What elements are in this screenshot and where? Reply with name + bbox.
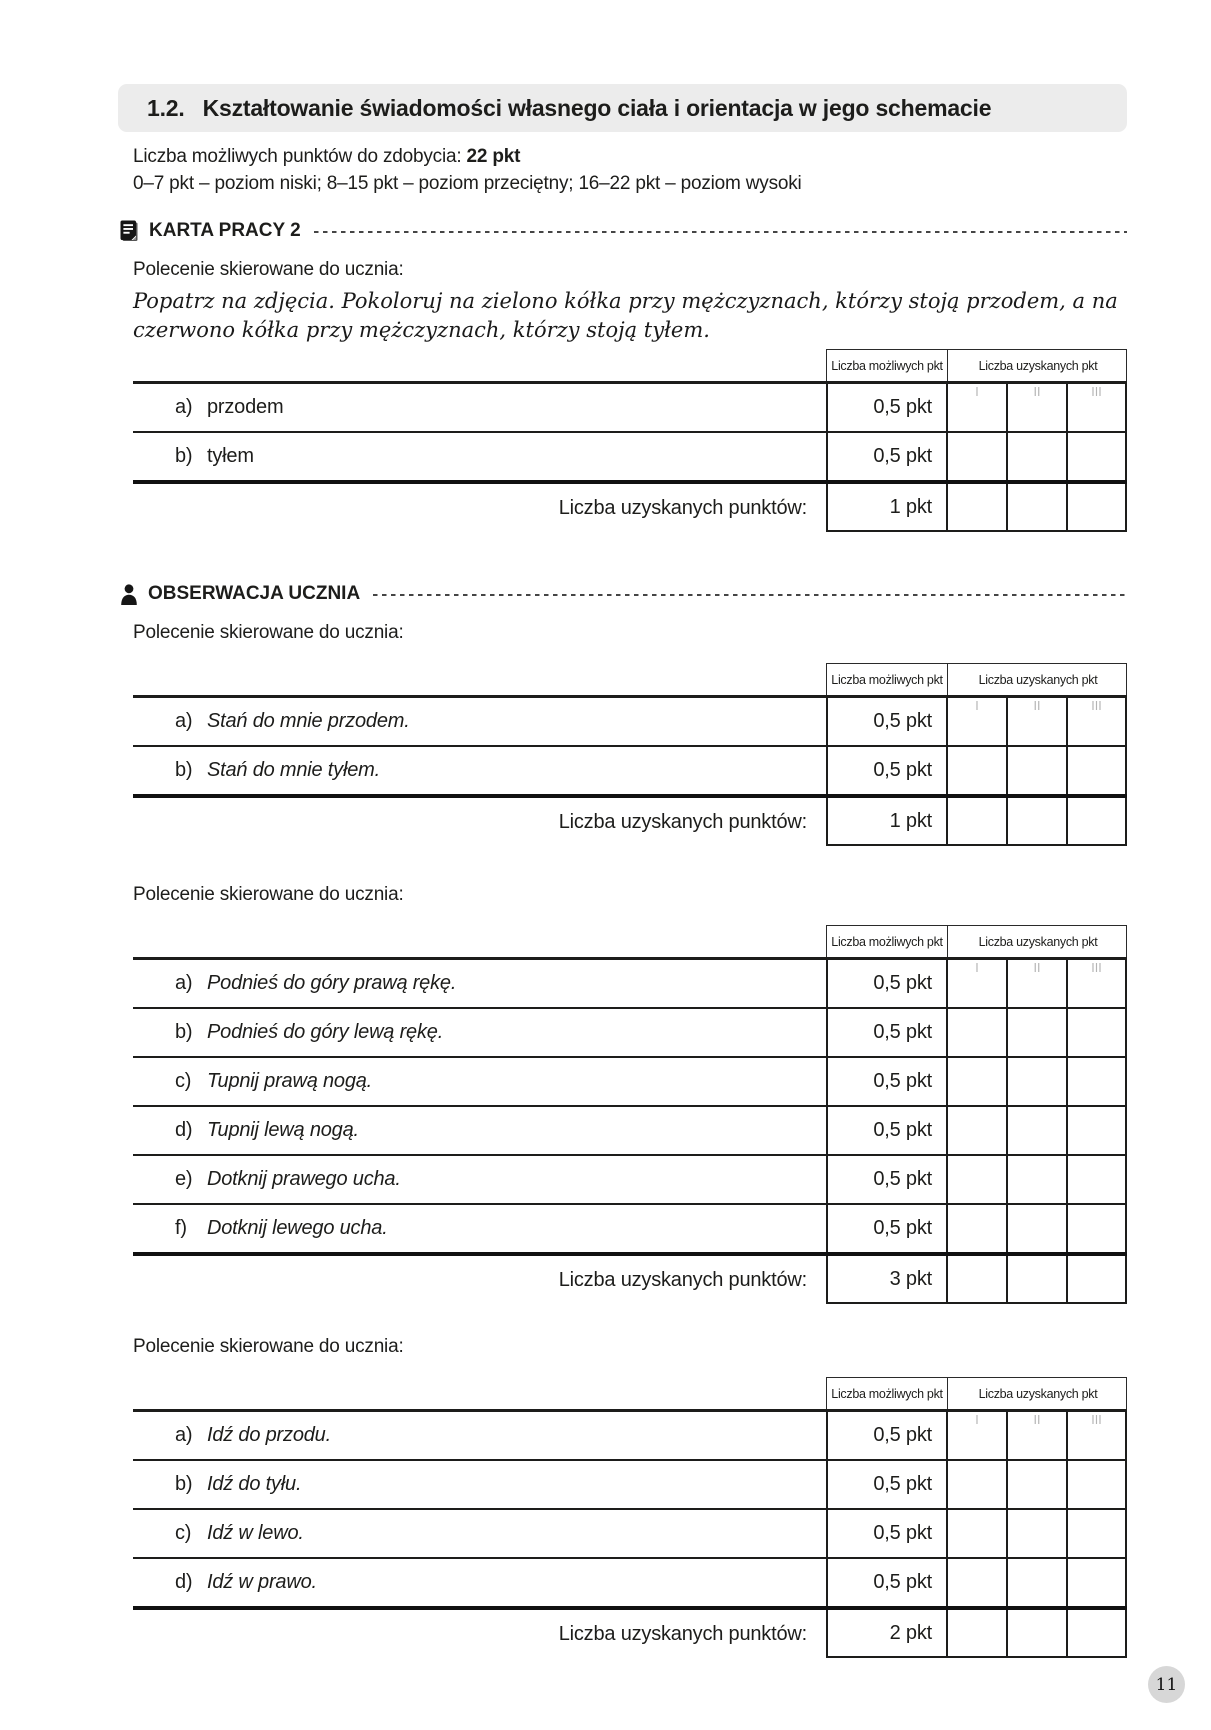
attempt-marker: I [975, 961, 979, 975]
total-label: Liczba uzyskanych punktów: [558, 1622, 807, 1645]
worksheet-instruction: Popatrz na zdjęcia. Pokoloruj na zielono kółka przy mężczyznach, którzy stoją przodem, a na czerwono kółka przy mężczyznach, którzy stoją tyłem. [133, 289, 1118, 342]
possible-pts-header: Liczba możliwych pkt [831, 358, 943, 373]
page-title: Kształtowanie świadomości własnego ciała i orientacja w jego schemacie [202, 94, 992, 121]
attempt-cell-3 [1066, 1205, 1127, 1252]
attempt-cell-1 [946, 1610, 1006, 1658]
table-header-box [826, 1377, 1127, 1409]
attempt-cell-2 [1006, 747, 1066, 794]
attempt-cell-1 [946, 384, 1006, 431]
possible-points-value: 22 pkt [466, 146, 521, 167]
attempt-cell-3 [1066, 384, 1127, 431]
item-letter: b) [175, 1021, 193, 1043]
table-header-row [133, 1377, 1127, 1409]
item-letter: c) [175, 1070, 192, 1092]
attempt-marker: III [1091, 699, 1102, 713]
total-label: Liczba uzyskanych punktów: [558, 1268, 807, 1291]
attempt-cell-2 [1006, 698, 1066, 745]
item-text: Dotknij lewego ucha. [207, 1217, 388, 1239]
item-letter: a) [175, 396, 193, 418]
item-text: Idź do tyłu. [207, 1473, 302, 1495]
person-icon [120, 584, 138, 605]
item-text: Idź w lewo. [207, 1522, 304, 1544]
attempt-cell-2 [1006, 384, 1066, 431]
possible-points-label: Liczba możliwych punktów do zdobycia: [133, 146, 462, 167]
attempt-cell-3 [1066, 1461, 1127, 1508]
table-row [133, 431, 1127, 480]
total-points-cell: 1 pkt [826, 484, 946, 532]
attempt-marker: I [975, 1413, 979, 1427]
item-text: Podnieś do góry prawą rękę. [207, 972, 457, 994]
attempt-cell-3 [1066, 747, 1127, 794]
possible-points-cell: 0,5 pkt [826, 384, 946, 431]
attempt-cell-2 [1006, 1009, 1066, 1056]
attempt-marker: II [1033, 699, 1041, 713]
page-number-badge: 11 [1148, 1666, 1185, 1703]
item-letter: e) [175, 1168, 193, 1190]
section-heading-label: OBSERWACJA UCZNIA [148, 583, 361, 604]
attempt-cell-2 [1006, 1256, 1066, 1304]
table-total-row [133, 1606, 1127, 1658]
score-table-2 [133, 663, 1127, 846]
attempt-cell-1 [946, 1058, 1006, 1105]
table-row [133, 1056, 1127, 1105]
attempt-cell-1 [946, 1256, 1006, 1304]
possible-points-cell: 0,5 pkt [826, 1009, 946, 1056]
attempt-cell-2 [1006, 1058, 1066, 1105]
attempt-cell-3 [1066, 698, 1127, 745]
attempt-cell-1 [946, 1510, 1006, 1557]
table-row [133, 1007, 1127, 1056]
score-table-3 [133, 925, 1127, 1304]
table-total-row [133, 1252, 1127, 1304]
table-header-row [133, 349, 1127, 381]
table-total-row [133, 794, 1127, 846]
attempt-cell-3 [1066, 1510, 1127, 1557]
item-text: Stań do mnie przodem. [207, 710, 410, 732]
attempt-cell-2 [1006, 1107, 1066, 1154]
attempt-cell-2 [1006, 1461, 1066, 1508]
section-number: 1.2. [147, 94, 185, 121]
attempt-cell-3 [1066, 1156, 1127, 1203]
attempt-cell-1 [946, 1107, 1006, 1154]
attempt-cell-1 [946, 747, 1006, 794]
total-label: Liczba uzyskanych punktów: [558, 810, 807, 833]
obtained-pts-header: Liczba uzyskanych pkt [947, 350, 1128, 381]
item-letter: b) [175, 445, 193, 467]
item-text: Dotknij prawego ucha. [207, 1168, 401, 1190]
attempt-cell-1 [946, 1461, 1006, 1508]
possible-points-cell: 0,5 pkt [826, 1461, 946, 1508]
attempt-cell-2 [1006, 1156, 1066, 1203]
item-text: Tupnij lewą nogą. [207, 1119, 359, 1141]
attempt-cell-3 [1066, 798, 1127, 846]
total-points-cell: 3 pkt [826, 1256, 946, 1304]
table-header-box [826, 925, 1127, 957]
item-text: Idź w prawo. [207, 1571, 317, 1593]
possible-points-line [133, 144, 1127, 170]
dotted-rule [373, 594, 1127, 596]
possible-points-cell: 0,5 pkt [826, 698, 946, 745]
item-letter: c) [175, 1522, 192, 1544]
attempt-cell-2 [1006, 484, 1066, 532]
item-letter: f) [175, 1217, 187, 1239]
item-letter: b) [175, 1473, 193, 1495]
table-header-box [826, 349, 1127, 381]
levels-line: 0–7 pkt – poziom niski; 8–15 pkt – poziom przeciętny; 16–22 pkt – poziom wysoki [133, 173, 802, 194]
section-heading-label: KARTA PRACY 2 [149, 220, 301, 241]
attempt-cell-2 [1006, 1205, 1066, 1252]
section-title-band [118, 84, 1127, 132]
table-row [133, 1154, 1127, 1203]
possible-points-cell: 0,5 pkt [826, 433, 946, 480]
item-letter: a) [175, 710, 193, 732]
item-letter: b) [175, 759, 193, 781]
attempt-cell-1 [946, 484, 1006, 532]
table-row [133, 957, 1127, 1007]
attempt-cell-2 [1006, 798, 1066, 846]
possible-points-cell: 0,5 pkt [826, 1412, 946, 1459]
attempt-cell-2 [1006, 1610, 1066, 1658]
attempt-cell-1 [946, 433, 1006, 480]
task-prompt-3: Polecenie skierowane do ucznia: [133, 884, 404, 905]
attempt-marker: I [975, 699, 979, 713]
table-row [133, 381, 1127, 431]
attempt-cell-3 [1066, 1107, 1127, 1154]
item-text: Podnieś do góry lewą rękę. [207, 1021, 444, 1043]
attempt-cell-2 [1006, 433, 1066, 480]
table-row [133, 695, 1127, 745]
attempt-cell-1 [946, 1412, 1006, 1459]
attempt-cell-3 [1066, 1009, 1127, 1056]
table-total-row [133, 480, 1127, 532]
dotted-rule [314, 231, 1127, 233]
section-heading-obserwacja [120, 582, 1127, 606]
attempt-cell-3 [1066, 484, 1127, 532]
item-letter: d) [175, 1119, 193, 1141]
obtained-pts-header: Liczba uzyskanych pkt [947, 926, 1128, 957]
task-prompt-4: Polecenie skierowane do ucznia: [133, 1336, 404, 1357]
table-row [133, 1459, 1127, 1508]
table-row [133, 1105, 1127, 1154]
attempt-cell-3 [1066, 1559, 1127, 1606]
table-row [133, 1557, 1127, 1606]
attempt-cell-1 [946, 698, 1006, 745]
attempt-cell-2 [1006, 1412, 1066, 1459]
attempt-marker: III [1091, 385, 1102, 399]
attempt-cell-2 [1006, 1510, 1066, 1557]
worksheet-icon [120, 220, 139, 242]
attempt-cell-1 [946, 1009, 1006, 1056]
possible-pts-header: Liczba możliwych pkt [831, 1386, 943, 1401]
item-text: Idź do przodu. [207, 1424, 331, 1446]
item-letter: a) [175, 972, 193, 994]
task-prompt-1: Polecenie skierowane do ucznia: [133, 259, 404, 280]
attempt-marker: II [1033, 385, 1041, 399]
attempt-cell-2 [1006, 1559, 1066, 1606]
attempt-cell-3 [1066, 1058, 1127, 1105]
possible-points-cell: 0,5 pkt [826, 1559, 946, 1606]
table-header-row [133, 925, 1127, 957]
possible-points-cell: 0,5 pkt [826, 1058, 946, 1105]
attempt-cell-3 [1066, 1412, 1127, 1459]
item-text: tyłem [207, 445, 254, 467]
attempt-cell-3 [1066, 960, 1127, 1007]
attempt-cell-3 [1066, 1610, 1127, 1658]
total-label: Liczba uzyskanych punktów: [558, 496, 807, 519]
possible-points-cell: 0,5 pkt [826, 747, 946, 794]
possible-points-cell: 0,5 pkt [826, 1510, 946, 1557]
item-letter: a) [175, 1424, 193, 1446]
attempt-cell-1 [946, 1559, 1006, 1606]
attempt-cell-2 [1006, 960, 1066, 1007]
attempt-marker: I [975, 385, 979, 399]
table-row [133, 1203, 1127, 1252]
obtained-pts-header: Liczba uzyskanych pkt [947, 664, 1128, 695]
attempt-cell-1 [946, 1156, 1006, 1203]
task-prompt-2: Polecenie skierowane do ucznia: [133, 622, 404, 643]
attempt-marker: III [1091, 1413, 1102, 1427]
table-row [133, 1508, 1127, 1557]
possible-points-cell: 0,5 pkt [826, 960, 946, 1007]
score-table-1 [133, 349, 1127, 532]
attempt-cell-1 [946, 960, 1006, 1007]
attempt-marker: II [1033, 961, 1041, 975]
table-header-box [826, 663, 1127, 695]
item-text: przodem [207, 396, 284, 418]
attempt-cell-1 [946, 798, 1006, 846]
score-table-4 [133, 1377, 1127, 1658]
attempt-marker: III [1091, 961, 1102, 975]
possible-points-cell: 0,5 pkt [826, 1156, 946, 1203]
item-letter: d) [175, 1571, 193, 1593]
attempt-cell-3 [1066, 1256, 1127, 1304]
table-row [133, 1409, 1127, 1459]
attempt-cell-3 [1066, 433, 1127, 480]
table-header-row [133, 663, 1127, 695]
item-text: Stań do mnie tyłem. [207, 759, 380, 781]
section-heading-karta-pracy [120, 219, 1127, 243]
total-points-cell: 2 pkt [826, 1610, 946, 1658]
possible-points-cell: 0,5 pkt [826, 1205, 946, 1252]
obtained-pts-header: Liczba uzyskanych pkt [947, 1378, 1128, 1409]
total-points-cell: 1 pkt [826, 798, 946, 846]
attempt-cell-1 [946, 1205, 1006, 1252]
possible-points-cell: 0,5 pkt [826, 1107, 946, 1154]
possible-pts-header: Liczba możliwych pkt [831, 672, 943, 687]
possible-pts-header: Liczba możliwych pkt [831, 934, 943, 949]
table-row [133, 745, 1127, 794]
item-text: Tupnij prawą nogą. [207, 1070, 373, 1092]
attempt-marker: II [1033, 1413, 1041, 1427]
